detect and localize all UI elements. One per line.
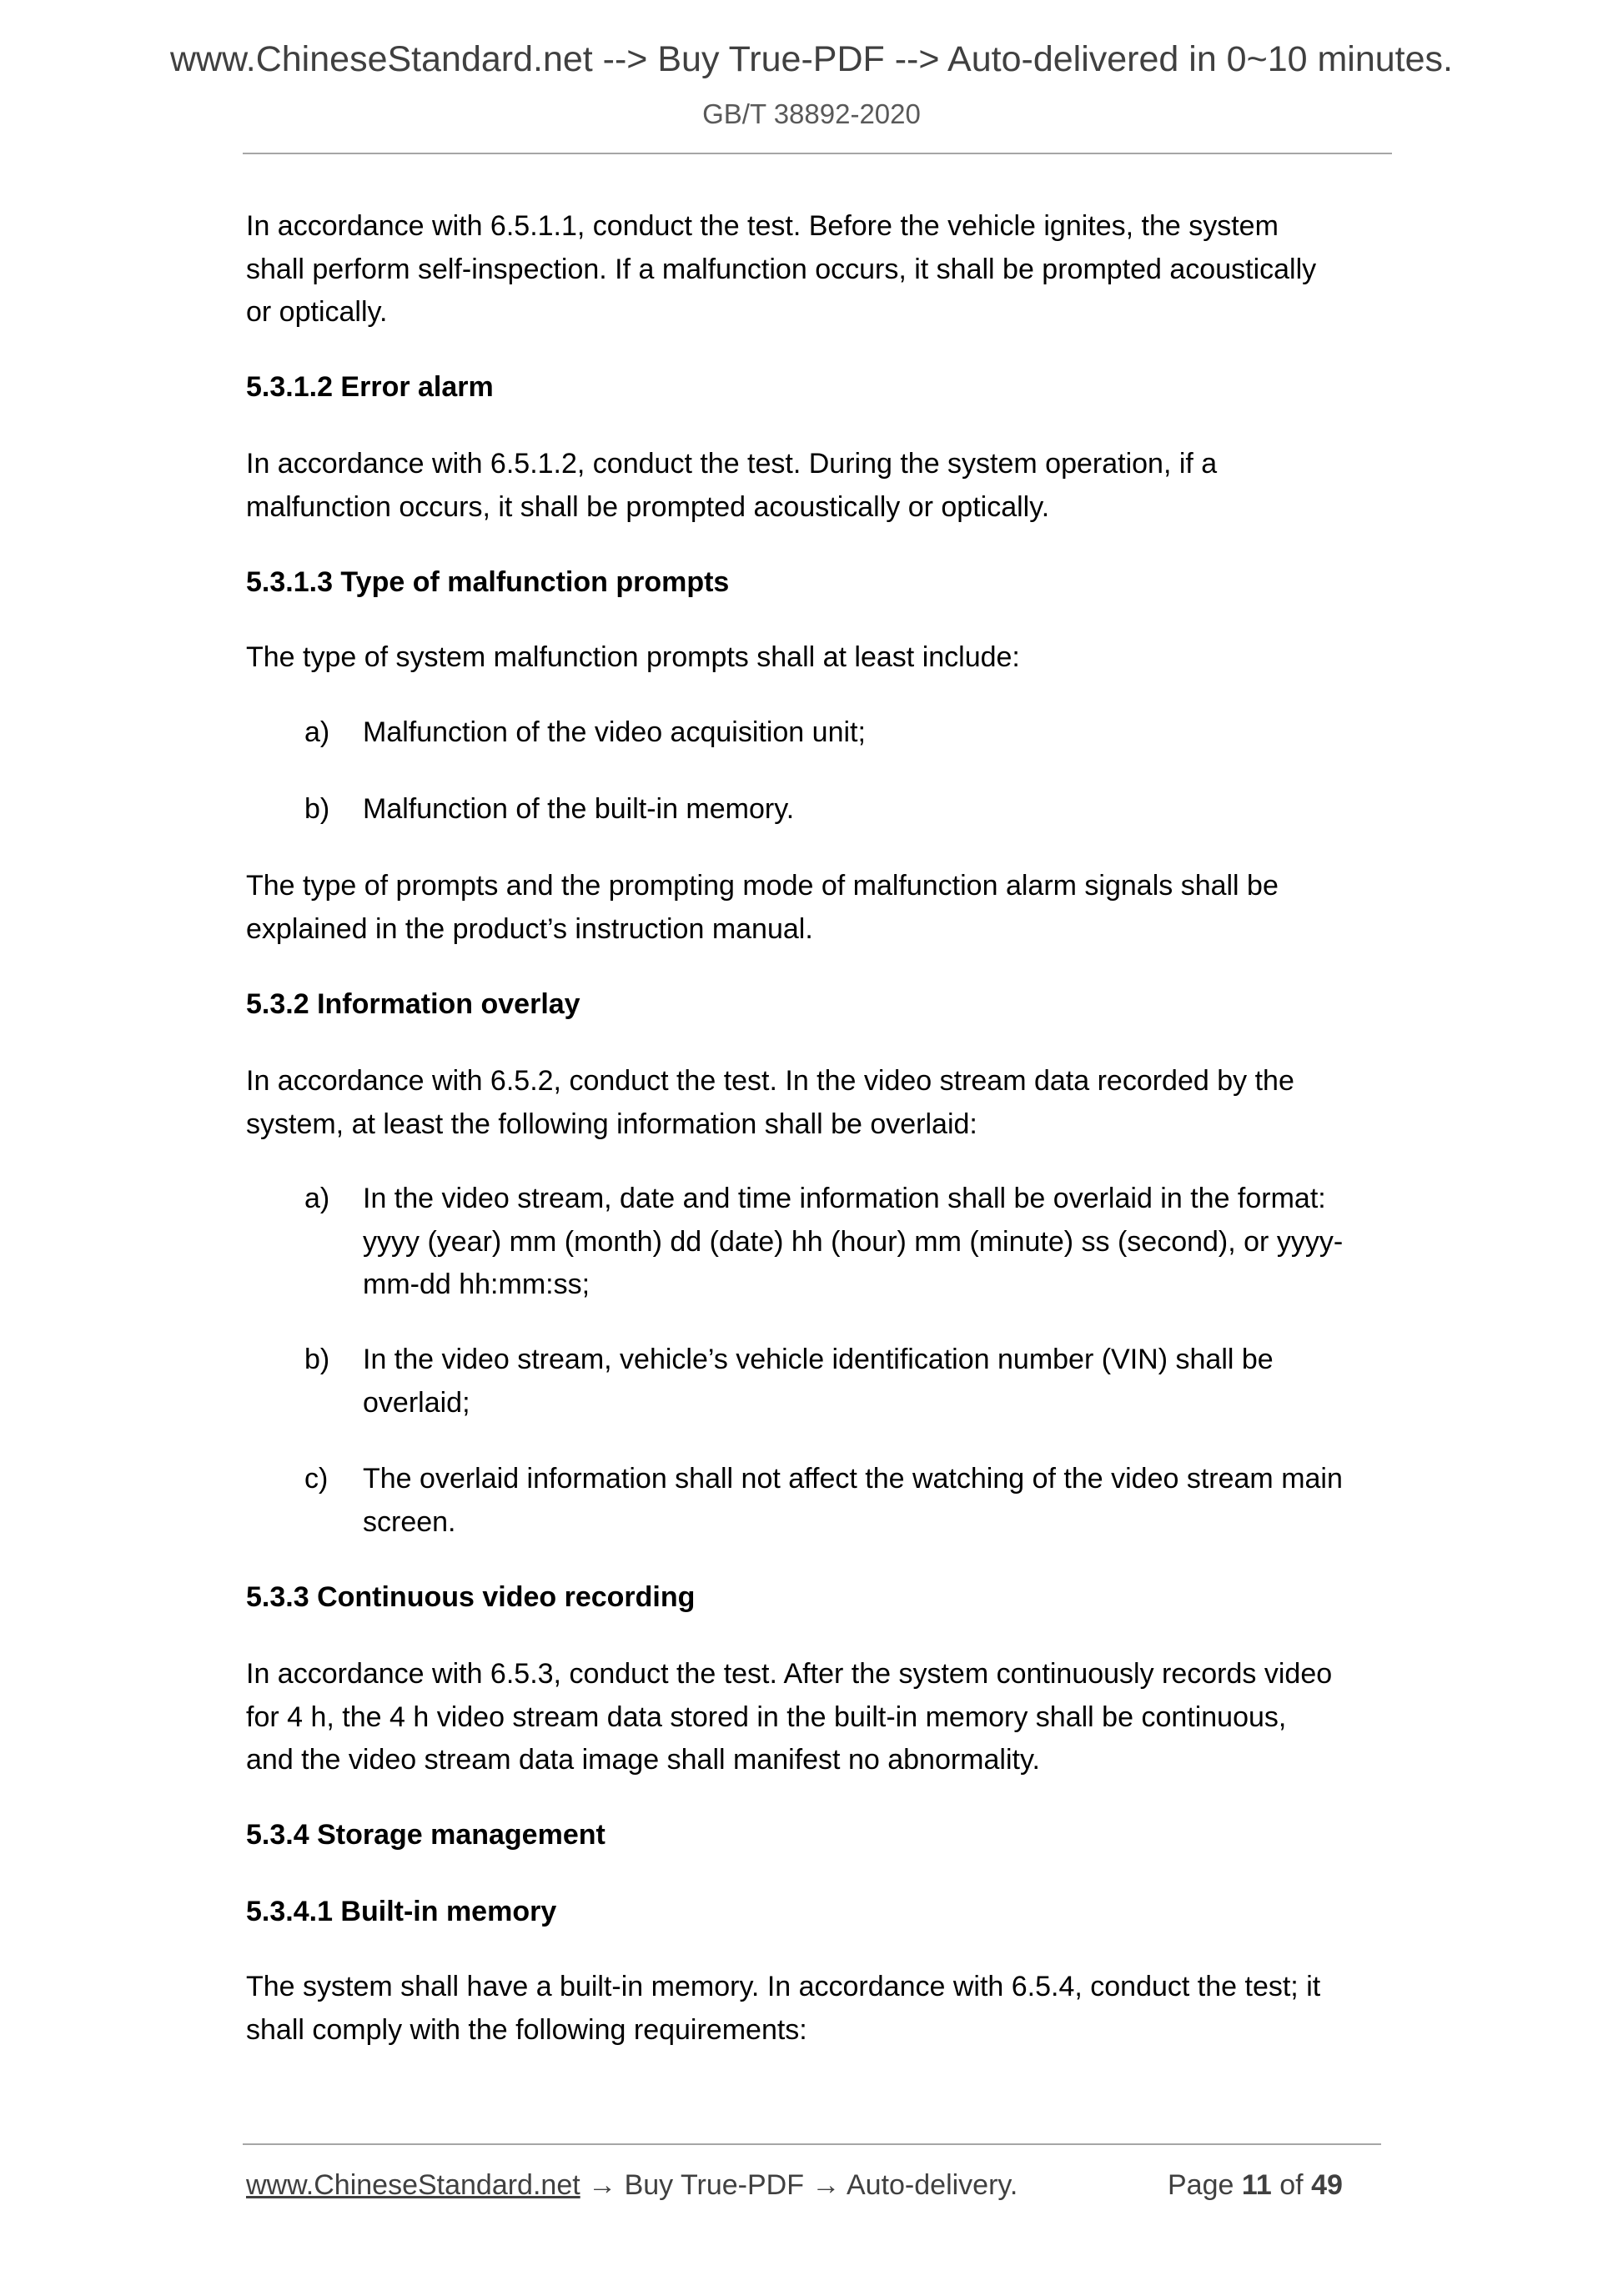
page-indicator bbox=[1168, 2167, 1343, 2203]
text-line: or optically. bbox=[246, 296, 388, 328]
standard-code: GB/T 38892-2020 bbox=[702, 98, 921, 129]
list-text bbox=[363, 1458, 1389, 1544]
paragraph bbox=[246, 1966, 1389, 2052]
text-line: In accordance with 6.5.3, conduct the test. After the system continuously records video bbox=[246, 1658, 1333, 1690]
text-line: In accordance with 6.5.1.2, conduct the test. During the system operation, if a bbox=[246, 448, 1218, 480]
text-line: for 4 h, the 4 h video stream data stored in the built-in memory shall be continuous, bbox=[246, 1701, 1287, 1733]
footer-tail: → Buy True-PDF → Auto-delivery. bbox=[580, 2169, 1018, 2201]
section-heading: 5.3.4 Storage management bbox=[246, 1819, 605, 1851]
list-marker: b) bbox=[304, 1344, 330, 1375]
list-marker: a) bbox=[304, 716, 330, 748]
text-line: In the video stream, vehicle’s vehicle identification number (VIN) shall be bbox=[363, 1344, 1274, 1375]
list-text bbox=[363, 1339, 1389, 1424]
of-label: of bbox=[1279, 2169, 1304, 2201]
text-line: In accordance with 6.5.1.1, conduct the test. Before the vehicle ignites, the system bbox=[246, 210, 1279, 242]
list-text bbox=[363, 1178, 1389, 1307]
text-line: In accordance with 6.5.2, conduct the test. In the video stream data recorded by the bbox=[246, 1065, 1294, 1097]
paragraph bbox=[246, 443, 1389, 529]
text-line: In the video stream, date and time information shall be overlaid in the format: bbox=[363, 1183, 1326, 1214]
list-marker: a) bbox=[304, 1183, 330, 1214]
footer-link[interactable]: www.ChineseStandard.net bbox=[246, 2169, 580, 2201]
footer-text bbox=[246, 2167, 1389, 2203]
text-line: screen. bbox=[363, 1505, 456, 1538]
text-line: system, at least the following information shall be overlaid: bbox=[246, 1108, 977, 1140]
text-line: and the video stream data image shall manifest no abnormality. bbox=[246, 1744, 1040, 1776]
page-total: 49 bbox=[1311, 2169, 1343, 2201]
paragraph bbox=[246, 1060, 1389, 1146]
section-heading: 5.3.1.2 Error alarm bbox=[246, 371, 494, 403]
paragraph bbox=[246, 205, 1389, 334]
text-line: shall perform self-inspection. If a malfunction occurs, it shall be prompted acoustically bbox=[246, 253, 1317, 285]
paragraph bbox=[246, 865, 1389, 951]
text-line: The overlaid information shall not affect the watching of the video stream main bbox=[363, 1463, 1343, 1495]
paragraph bbox=[246, 1653, 1389, 1782]
section-heading: 5.3.4.1 Built-in memory bbox=[246, 1896, 557, 1927]
text-line: mm-dd hh:mm:ss; bbox=[363, 1269, 590, 1300]
text-line: malfunction occurs, it shall be prompted acoustically or optically. bbox=[246, 490, 1050, 523]
list-marker: c) bbox=[304, 1463, 329, 1495]
header-banner: www.ChineseStandard.net --> Buy True-PDF --> Auto-delivered in 0~10 minutes. bbox=[169, 39, 1453, 79]
text-line: overlaid; bbox=[363, 1386, 470, 1419]
page-number: 11 bbox=[1241, 2169, 1272, 2201]
text-line: explained in the product’s instruction manual. bbox=[246, 912, 813, 945]
text-line: The type of prompts and the prompting mode of malfunction alarm signals shall be bbox=[246, 870, 1279, 902]
text-line: The system shall have a built-in memory. In accordance with 6.5.4, conduct the test; it bbox=[246, 1971, 1321, 2002]
list-text: Malfunction of the video acquisition unit; bbox=[363, 716, 866, 748]
section-heading: 5.3.1.3 Type of malfunction prompts bbox=[246, 566, 730, 598]
header-divider bbox=[243, 153, 1392, 154]
footer-divider bbox=[243, 2143, 1381, 2145]
list-text: Malfunction of the built-in memory. bbox=[363, 793, 795, 825]
text-line: shall comply with the following requirements: bbox=[246, 2013, 807, 2046]
paragraph: The type of system malfunction prompts shall at least include: bbox=[246, 641, 1020, 673]
section-heading: 5.3.2 Information overlay bbox=[246, 988, 580, 1020]
list-marker: b) bbox=[304, 793, 330, 825]
text-line: yyyy (year) mm (month) dd (date) hh (hour) mm (minute) ss (second), or yyyy- bbox=[363, 1225, 1344, 1258]
page-label: Page bbox=[1168, 2169, 1234, 2201]
section-heading: 5.3.3 Continuous video recording bbox=[246, 1581, 696, 1613]
